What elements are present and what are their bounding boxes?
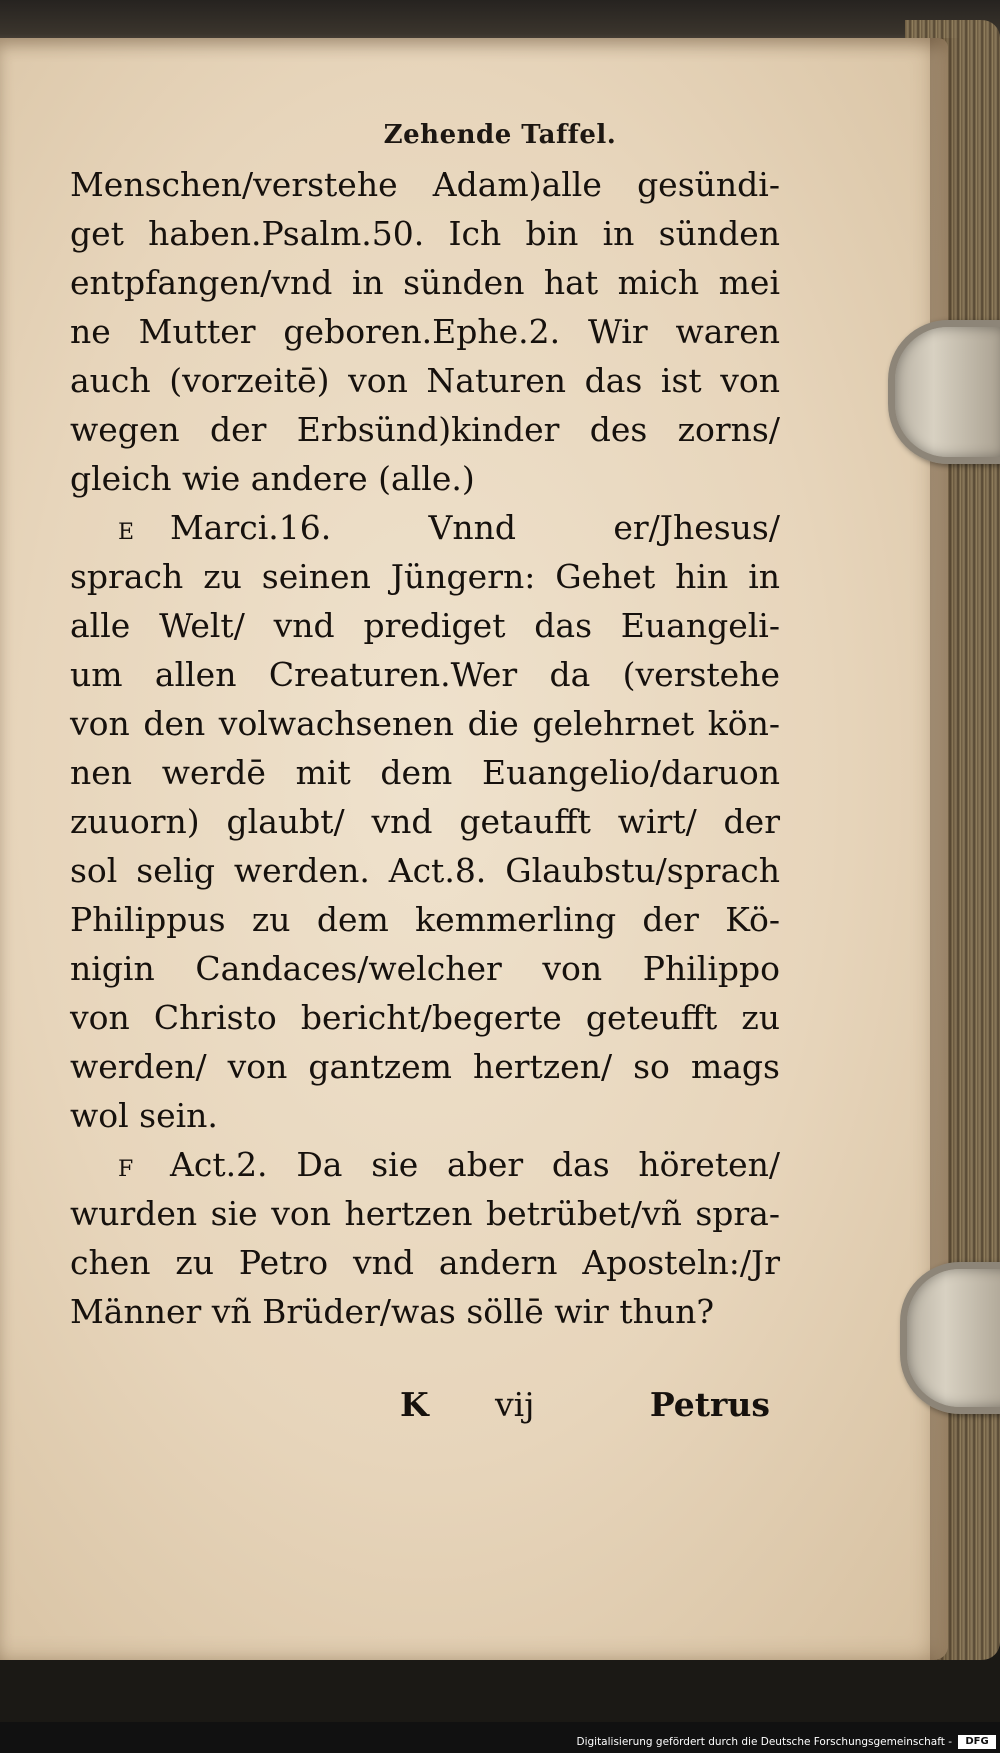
page-gutter-shadow [930,38,960,1660]
text-line [70,503,780,552]
line-text: alle Welt/ vnd prediget das Euangeli- [70,606,780,645]
catch-line [380,1380,780,1430]
text-line [70,1238,780,1287]
line-text: nigin Candaces/welcher von Philippo [70,949,780,988]
line-text: um allen Creaturen.Wer da (verstehe [70,655,780,694]
text-line [70,993,780,1042]
signature-number: vij [495,1385,535,1424]
line-text: von Christo bericht/begerte geteufft zu [70,998,780,1037]
text-line [70,552,780,601]
line-text: von den volwachsenen die gelehrnet kön- [70,704,780,743]
text-line [70,1287,780,1336]
text-line [70,601,780,650]
text-line [70,650,780,699]
line-text: sprach zu seinen Jüngern: Gehet hin in [70,557,780,596]
text-line [70,209,780,258]
line-text: wol sein. [70,1096,218,1135]
line-text: wegen der Erbsünd)kinder des zorns/ [70,410,780,449]
line-text: Marci.16. Vnnd er/Jhesus/ [170,508,780,547]
line-text: auch (vorzeitē) von Naturen das ist von [70,361,780,400]
text-line [70,454,780,503]
line-text: sol selig werden. Act.8. Glaubstu/sprach [70,851,780,890]
text-line [70,797,780,846]
line-text: zuuorn) glaubt/ vnd getaufft wirt/ der [70,802,780,841]
line-text: chen zu Petro vnd andern Aposteln:/Jr [70,1243,780,1282]
metal-clasp-lower [900,1262,1000,1414]
text-line [70,160,780,209]
text-line [70,405,780,454]
line-text: Act.2. Da sie aber das höreten/ [170,1145,780,1184]
text-line [70,699,780,748]
line-text: entpfangen/vnd in sünden hat mich mei [70,263,780,302]
line-text: wurden sie von hertzen betrübet/vñ spra- [70,1194,780,1233]
text-line [70,258,780,307]
signature-mark: K [400,1385,429,1424]
section-marker: E [118,520,135,545]
text-line [70,846,780,895]
text-line [70,1042,780,1091]
text-line [70,307,780,356]
running-head: Zehende Taffel. [383,120,617,150]
text-line [70,944,780,993]
text-line [70,356,780,405]
line-text: get haben.Psalm.50. Ich bin in sünden [70,214,780,253]
line-text: ne Mutter geboren.Ephe.2. Wir waren [70,312,780,351]
metal-clasp-upper [888,320,1000,464]
text-line [70,1091,780,1140]
line-text: nen werdē mit dem Euangelio/daruon [70,753,780,792]
line-text: Männer vñ Brüder/was söllē wir thun? [70,1292,715,1331]
line-text: Menschen/verstehe Adam)alle gesündi- [70,165,780,204]
section-marker: F [118,1157,134,1182]
body-text [70,160,780,1336]
line-text: werden/ von gantzem hertzen/ so mags [70,1047,780,1086]
text-line [70,748,780,797]
line-text: Philippus zu dem kemmerling der Kö- [70,900,780,939]
text-line [70,1140,780,1189]
dfg-logo: DFG [958,1735,996,1749]
text-line [70,895,780,944]
catchword: Petrus [649,1385,770,1424]
footer-credit: Digitalisierung gefördert durch die Deutsche Forschungsgemeinschaft - [576,1736,952,1748]
line-text: gleich wie andere (alle.) [70,459,475,498]
text-line [70,1189,780,1238]
